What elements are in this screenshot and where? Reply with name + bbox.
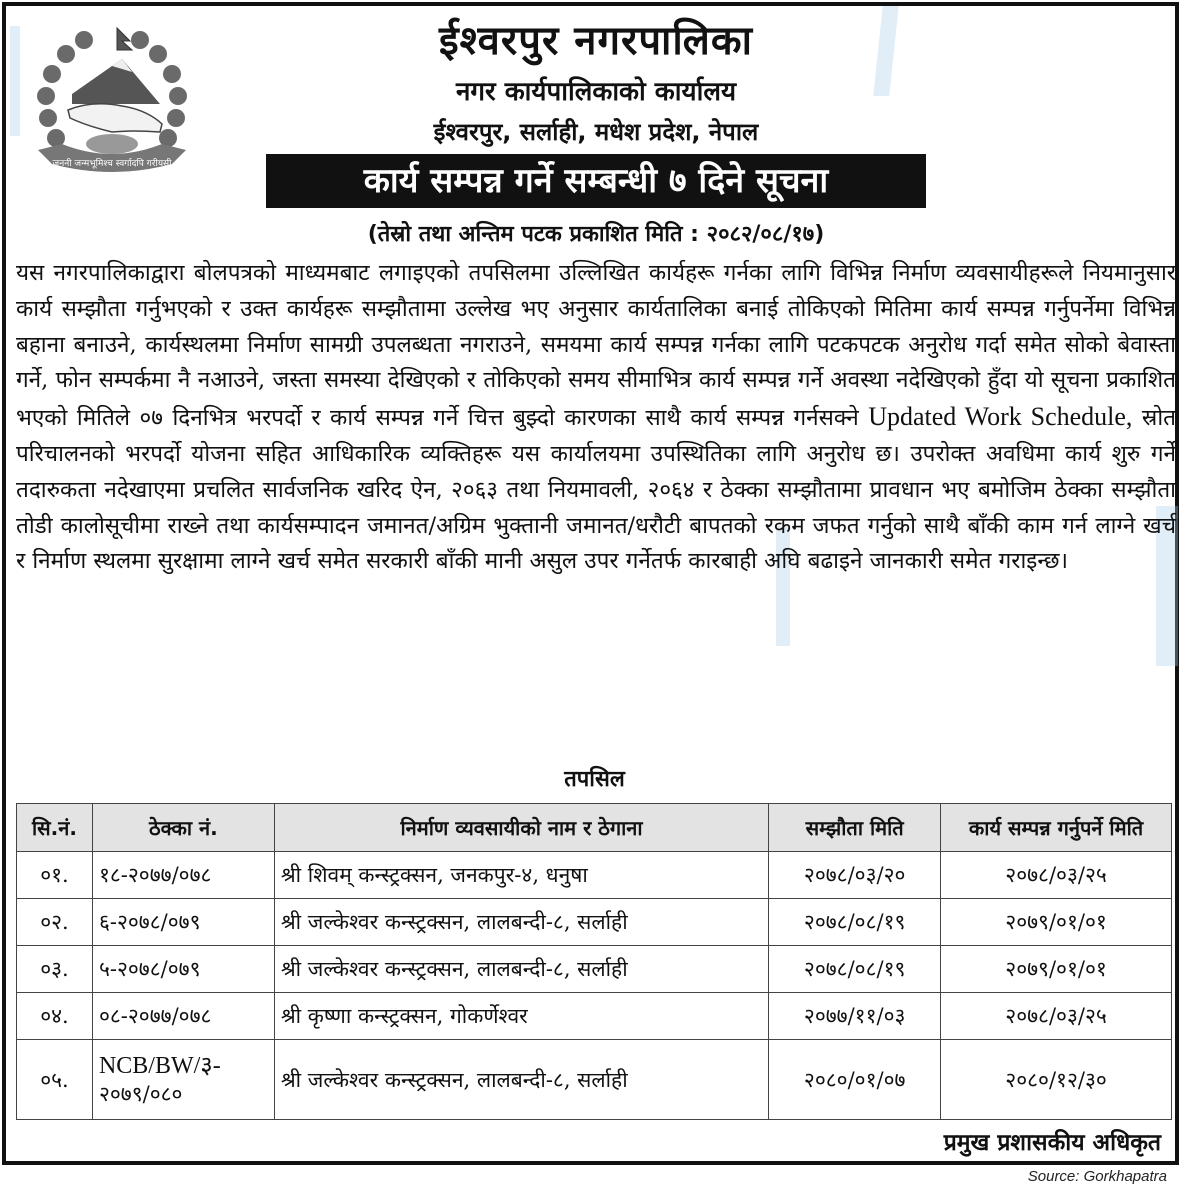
col-serial: सि.नं. bbox=[17, 804, 93, 852]
cell-contractor: श्री शिवम् कन्स्ट्रक्सन, जनकपुर-४, धनुषा bbox=[274, 852, 768, 899]
notice-header bbox=[256, 6, 936, 254]
cell-contract-no: ६-२०७८/०७९ bbox=[92, 899, 274, 946]
cell-contract-no bbox=[92, 1040, 274, 1120]
table-row bbox=[17, 1040, 1172, 1120]
contract-no-year: २०७९/०८० bbox=[98, 1081, 183, 1106]
cell-contract-no: १८-२०७७/०७८ bbox=[92, 852, 274, 899]
office-address: ईश्वरपुर, सर्लाही, मधेश प्रदेश, नेपाल bbox=[433, 118, 759, 146]
office-subtitle: नगर कार्यपालिकाको कार्यालय bbox=[455, 77, 737, 107]
body-paragraph-latin: Updated Work Schedule, bbox=[868, 402, 1133, 432]
schedule-table bbox=[16, 803, 1172, 1120]
signatory-title: प्रमुख प्रशासकीय अधिकृत bbox=[943, 1130, 1161, 1156]
cell-completion-date: २०८०/१२/३० bbox=[941, 1040, 1172, 1120]
cell-completion-date: २०७८/०३/२५ bbox=[941, 993, 1172, 1040]
publication-date: (तेस्रो तथा अन्तिम पटक प्रकाशित मिति : २०८२/०८/१७) bbox=[367, 222, 825, 247]
notice-body bbox=[16, 256, 1176, 580]
notice-page bbox=[2, 2, 1179, 1165]
table-row bbox=[17, 852, 1172, 899]
body-paragraph-part1: यस नगरपालिकाद्वारा बोलपत्रको माध्यमबाट लगाइएको तपसिलमा उल्लिखित कार्यहरू गर्नका लागि विभिन्न निर्माण व्यवसायीहरूले नियमानुसार कार्य सम्झौता गर्नुभएको र उक्त कार्यहरू सम्झौतामा उल्लेख भए अनुसार कार्यतालिका बनाई तोकिएको मितिमा कार्य सम्पन्न गर्नुपर्नेमा विभिन्न बहाना बनाउने, कार्यस्थलमा निर्माण सामग्री उपलब्धता नगराउने, समयमा कार्य सम्पन्न गर्नका लागि पटकपटक अनुरोध गर्दा समेत सोको बेवास्ता गर्ने, फोन सम्पर्कमा नै नआउने, जस्ता समस्या देखिएको र तोकिएको समय सीमाभित्र कार्य सम्पन्न गर्ने अवस्था नदेखिएको हुँदा यो सूचना प्रकाशित भएको मितिले ०७ दिनभित्र भरपर्दो र कार्य सम्पन्न गर्ने चित्त बुझ्दो कारणका साथै कार्य सम्पन्न गर्नसक्ने bbox=[16, 260, 1176, 432]
col-completion-date: कार्य सम्पन्न गर्नुपर्ने मिति bbox=[941, 804, 1172, 852]
col-contract-no: ठेक्का नं. bbox=[92, 804, 274, 852]
cell-agreement-date: २०७८/०८/१९ bbox=[769, 946, 941, 993]
table-row bbox=[17, 946, 1172, 993]
cell-contractor: श्री जल्केश्वर कन्स्ट्रक्सन, लालबन्दी-८, सर्लाही bbox=[274, 946, 768, 993]
source-credit: Source: Gorkhapatra bbox=[1027, 1168, 1167, 1185]
watermark-streak bbox=[10, 26, 20, 136]
cell-agreement-date: २०७७/११/०३ bbox=[769, 993, 941, 1040]
cell-completion-date: २०७९/०१/०१ bbox=[941, 946, 1172, 993]
table-header-row bbox=[17, 804, 1172, 852]
cell-agreement-date: २०७८/०३/२० bbox=[769, 852, 941, 899]
nepal-government-emblem bbox=[22, 14, 202, 182]
col-agreement-date: सम्झौता मिति bbox=[769, 804, 941, 852]
table-row bbox=[17, 899, 1172, 946]
cell-serial: ०१. bbox=[17, 852, 93, 899]
cell-completion-date: २०७८/०३/२५ bbox=[941, 852, 1172, 899]
table-row bbox=[17, 993, 1172, 1040]
cell-serial: ०२. bbox=[17, 899, 93, 946]
col-contractor: निर्माण व्यवसायीको नाम र ठेगाना bbox=[274, 804, 768, 852]
notice-banner: कार्य सम्पन्न गर्ने सम्बन्धी ७ दिने सूचना bbox=[266, 154, 926, 208]
municipality-title: ईश्वरपुर नगरपालिका bbox=[439, 18, 753, 64]
cell-agreement-date: २०७८/०८/१९ bbox=[769, 899, 941, 946]
schedule-heading: तपसिल bbox=[564, 767, 625, 792]
body-paragraph-part2: स्रोत परिचालनको भरपर्दो योजना सहित आधिकारिक व्यक्तिहरू यस कार्यालयमा उपस्थितिका लागि अनुरोध छ। उपरोक्त अवधिमा कार्य शुरु गर्ने तदारुकता नदेखाएमा प्रचलित सार्वजनिक खरिद ऐन, २०६३ तथा नियमावली, २०६४ र ठेक्का सम्झौतामा प्रावधान भए बमोजिम ठेक्का सम्झौता तोडी कालोसूचीमा राख्ने तथा कार्यसम्पादन जमानत/अग्रिम भुक्तानी जमानत/धरौटी बापतको रकम जफत गर्नुको साथै बाँकी काम गर्न लाग्ने खर्च र निर्माण स्थलमा सुरक्षामा लाग्ने खर्च समेत सरकारी बाँकी मानी असुल उपर गर्नेतर्फ कारबाही अघि बढाइने जानकारी समेत गराइन्छ। bbox=[16, 405, 1177, 575]
contract-no-prefix: NCB/BW/३- bbox=[98, 1052, 221, 1079]
cell-serial: ०४. bbox=[17, 993, 93, 1040]
cell-completion-date: २०७९/०१/०१ bbox=[941, 899, 1172, 946]
cell-contract-no: ५-२०७८/०७९ bbox=[92, 946, 274, 993]
cell-agreement-date: २०८०/०१/०७ bbox=[769, 1040, 941, 1120]
cell-serial: ०५. bbox=[17, 1040, 93, 1120]
cell-contractor: श्री जल्केश्वर कन्स्ट्रक्सन, लालबन्दी-८, सर्लाही bbox=[274, 899, 768, 946]
svg-text:जननी जन्मभूमिश्च स्वर्गादपि गर: जननी जन्मभूमिश्च स्वर्गादपि गरीयसी bbox=[52, 159, 172, 169]
cell-contractor: श्री कृष्णा कन्स्ट्रक्सन, गोकर्णेश्वर bbox=[274, 993, 768, 1040]
cell-contractor: श्री जल्केश्वर कन्स्ट्रक्सन, लालबन्दी-८, सर्लाही bbox=[274, 1040, 768, 1120]
cell-serial: ०३. bbox=[17, 946, 93, 993]
cell-contract-no: ०८-२०७७/०७८ bbox=[92, 993, 274, 1040]
